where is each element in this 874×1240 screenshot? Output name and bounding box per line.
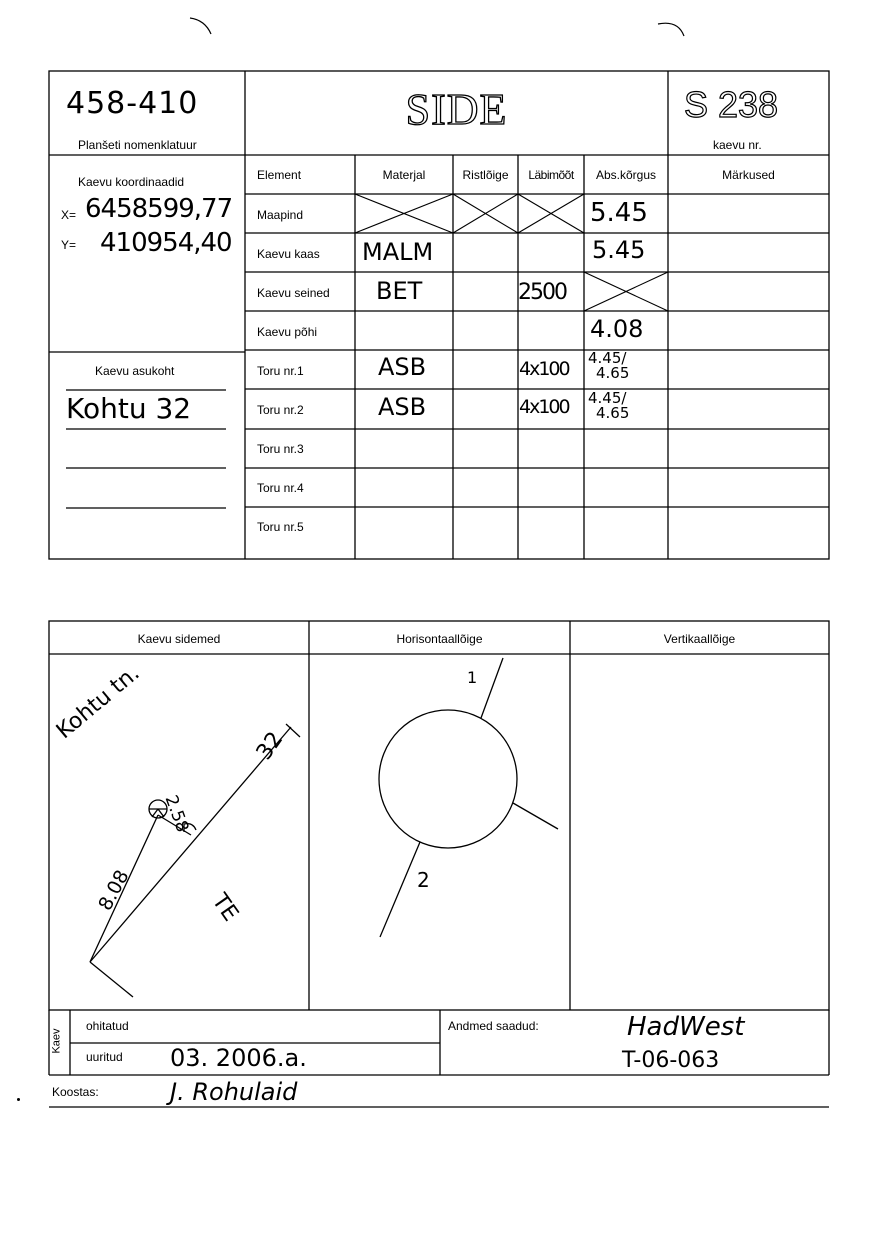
street-label: Kohtu tn. — [51, 660, 145, 745]
x-label: X= — [61, 208, 77, 222]
row-label: Toru nr.2 — [257, 403, 304, 417]
data-source-code: T-06-063 — [622, 1048, 720, 1073]
coordinates-label: Kaevu koordinaadid — [78, 175, 185, 189]
punch-mark-right — [658, 23, 684, 36]
row-label: Kaevu kaas — [257, 247, 320, 261]
inspected-label: ohitatud — [86, 1019, 129, 1033]
row-label: Toru nr.4 — [257, 481, 304, 495]
sketch-panel-2 — [379, 658, 558, 937]
cell-abs-height: 5.45 — [592, 236, 646, 264]
cell-abs-height: 5.45 — [590, 198, 648, 228]
col-header-notes: Märkused — [722, 168, 775, 182]
col-header-cross-section: Ristlõige — [462, 168, 509, 182]
compiled-label: Koostas: — [52, 1085, 99, 1099]
cell-material: ASB — [378, 353, 427, 381]
measured-value: 03. 2006.a. — [170, 1044, 307, 1072]
cell-diameter: 2500 — [518, 280, 566, 305]
data-source-value: HadWest — [627, 1012, 745, 1042]
te-label: TE — [206, 889, 243, 927]
col-header-diameter: Läbimõõt — [528, 168, 574, 182]
compiled-value: J. Rohulaid — [170, 1078, 298, 1106]
col-header-abs-height: Abs.kõrgus — [595, 168, 657, 182]
distance-label-2: 8.08 — [94, 866, 134, 915]
panel-title-horizontal: Horisontaallõige — [396, 632, 483, 646]
col-header-element: Element — [257, 168, 302, 182]
row-label: Kaevu seined — [257, 286, 330, 300]
panel-title-vertical: Vertikaallõige — [663, 632, 736, 646]
panel-title-connections: Kaevu sidemed — [137, 632, 221, 646]
well-circle — [379, 710, 517, 848]
cell-abs-height-top: 4.45/ — [588, 349, 627, 367]
punch-mark-left — [190, 18, 211, 34]
nomenclature-value: 458-410 — [66, 86, 199, 121]
cell-abs-height-bottom: 4.65 — [596, 404, 630, 422]
row-label: Toru nr.5 — [257, 520, 304, 534]
cell-material: BET — [376, 277, 423, 305]
y-coordinate-value: 410954,40 — [100, 228, 232, 258]
cell-material: ASB — [378, 393, 427, 421]
data-source-label: Andmed saadud: — [448, 1019, 539, 1033]
dot-mark — [17, 1098, 20, 1101]
location-value: Kohtu 32 — [66, 392, 192, 425]
col-header-material: Materjal — [382, 168, 426, 182]
row-label: Kaevu põhi — [257, 325, 318, 339]
y-label: Y= — [61, 238, 77, 252]
side-label-well: Kaev — [50, 1028, 63, 1054]
row-label: Toru nr.1 — [257, 364, 304, 378]
cell-diameter: 4x100 — [519, 358, 569, 380]
cell-abs-height: 4.08 — [590, 315, 644, 343]
well-number-value: S 238 — [684, 84, 779, 125]
row-label: Toru nr.3 — [257, 442, 304, 456]
cell-abs-height-bottom: 4.65 — [596, 364, 630, 382]
location-label: Kaevu asukoht — [95, 364, 175, 378]
cell-diameter: 4x100 — [519, 396, 569, 418]
nomenclature-label: Planšeti nomenklatuur — [78, 138, 197, 152]
well-number-label: kaevu nr. — [713, 138, 762, 152]
cell-abs-height-top: 4.45/ — [588, 389, 627, 407]
sketch-panel-1 — [90, 724, 300, 997]
pipe-2-label: 2 — [417, 868, 430, 892]
cell-material: MALM — [362, 238, 434, 266]
pipe-1-label: 1 — [467, 668, 478, 687]
house-number-label: 32 — [251, 727, 289, 765]
measured-label: uuritud — [86, 1050, 123, 1064]
x-coordinate-value: 6458599,77 — [85, 194, 233, 224]
row-label: Maapind — [257, 208, 304, 222]
form-title: SIDE — [405, 85, 508, 134]
distance-label-1: 2.58 — [160, 792, 193, 835]
